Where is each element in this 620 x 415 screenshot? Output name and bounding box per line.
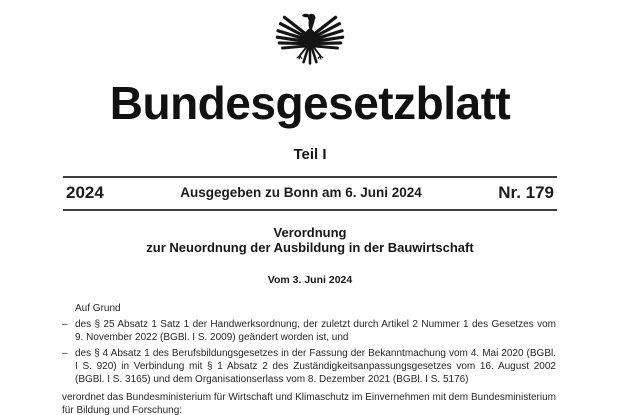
regulation-body	[62, 302, 556, 415]
issue-year: 2024	[66, 182, 104, 202]
dash-marker: –	[62, 318, 68, 330]
legal-basis-item-text: des § 4 Absatz 1 des Berufsbildungsgesetzes in der Fassung der Bekanntmachung vom 4. Mai 2020 (BGBl. I S. 920) in Verbindung mit § 1 Absatz 2 des Zuständigkeitsanpassungsgesetzes vom 16. August 2002 (BGBl. I S. 3165) und dem Organisationserlass vom 8. Dezember 2021 (BGBl. I S. 5176)	[75, 347, 556, 385]
legal-basis-item-text: des § 25 Absatz 1 Satz 1 der Handwerksordnung, der zuletzt durch Artikel 2 Nummer 1 des Gesetzes vom 9. November 2022 (BGBl. I S. 2009) geändert worden ist, und	[75, 318, 556, 343]
regulation-title-line2: zur Neuordnung der Ausbildung in der Bauwirtschaft	[146, 239, 474, 255]
regulation-title	[0, 225, 620, 255]
legal-basis-item	[62, 318, 556, 344]
intro-paragraph: Auf Grund	[75, 302, 121, 314]
closing-paragraph: verordnet das Bundesministerium für Wirtschaft und Klimaschutz im Einvernehmen mit dem Bundesministerium für Bildung und Forschung:	[62, 391, 556, 415]
issue-row	[63, 178, 557, 209]
regulation-date: Vom 3. Juni 2024	[267, 273, 353, 286]
issue-bar	[63, 176, 557, 211]
dash-marker: –	[62, 347, 68, 359]
legal-basis-item	[62, 347, 556, 386]
issue-number: Nr. 179	[498, 182, 554, 202]
german-federal-eagle-icon	[271, 9, 349, 73]
masthead-part: Teil I	[293, 145, 327, 163]
masthead-title: Bundesgesetzblatt	[109, 77, 511, 129]
issue-publication-line: Ausgegeben zu Bonn am 6. Juni 2024	[180, 185, 422, 201]
regulation-title-line1: Verordnung	[273, 224, 347, 240]
